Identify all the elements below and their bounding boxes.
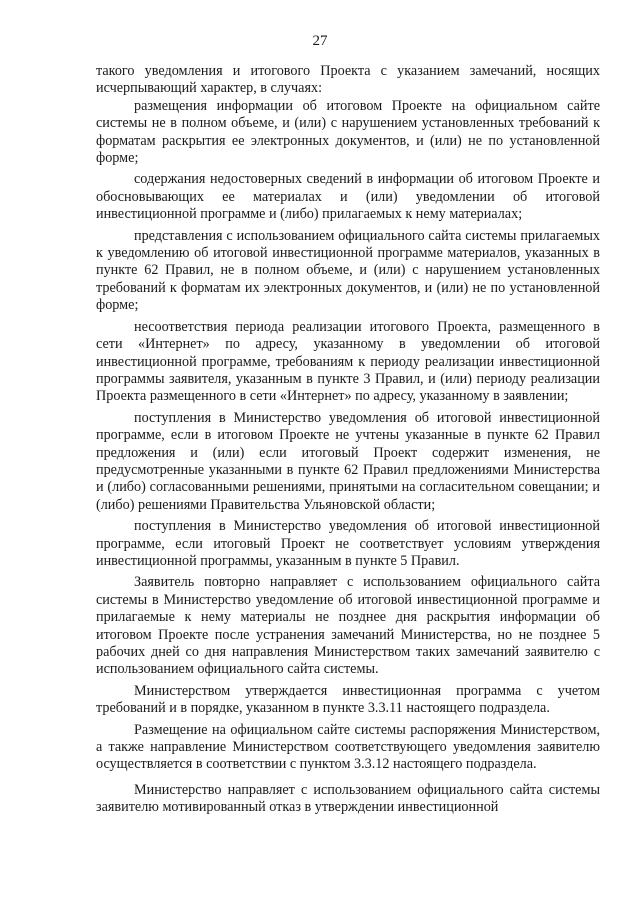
paragraph: Размещение на официальном сайте системы распоряжения Министерством, а также направление Министерством соответствующего уведомления заявителю осуществляется в соответствии с пунктом 3.3.12 настоящего подраздела. — [96, 721, 600, 773]
paragraph: Заявитель повторно направляет с использованием официального сайта системы в Министерство уведомление об итоговой инвестиционной программе и прилагаемые к нему материалы не позднее дня раскрытия информации об итоговом Проекте после устранения замечаний Министерства, но не позднее 5 рабочих дней со дня направления Министерством таких замечаний заявителю с использованием официального сайта системы. — [96, 574, 600, 678]
paragraph: такого уведомления и итогового Проекта с указанием замечаний, носящих исчерпывающий характер, в случаях: — [96, 63, 600, 97]
paragraph: Министерство направляет с использованием официального сайта системы заявителю мотивированный отказ в утверждении инвестиционной — [96, 781, 600, 816]
document-body — [96, 63, 600, 817]
paragraph: несоответствия периода реализации итогового Проекта, размещенного в сети «Интернет» по адресу, указанному в уведомлении об итоговой инвестиционной программе, требованиям к периоду реализации инвестиционной программы заявителя, указанным в пункте 3 Правил, и (или) периоду реализации Проекта размещенного в сети «Интернет» по адресу, указанному в заявлении; — [96, 318, 600, 405]
paragraph: представления с использованием официального сайта системы прилагаемых к уведомлению об итоговой инвестиционной программе материалов, указанных в пункте 62 Правил, не в полном объеме, и (или) с нарушением установленных требований к форматам их электронных документов, и (или) не по установленной форме; — [96, 227, 600, 314]
paragraph: поступления в Министерство уведомления об итоговой инвестиционной программе, если в итоговом Проекте не учтены указанные в пункте 62 Правил предложения и (или) если итоговый Проект содержит изменения, не предусмотренные указанными в пункте 62 Правил предложениями Министерства и (либо) согласованными решениями, принятыми на согласительном совещании; и (либо) решениями Правительства Ульяновской области; — [96, 409, 600, 513]
paragraph: Министерством утверждается инвестиционная программа с учетом требований и в порядке, указанном в пункте 3.3.11 настоящего подраздела. — [96, 682, 600, 717]
paragraph: содержания недостоверных сведений в информации об итоговом Проекте и обосновывающих ее материалах и (или) уведомлении об итоговой инвестиционной программе и (либо) прилагаемых к нему материалах; — [96, 171, 600, 223]
page-number: 27 — [312, 33, 328, 49]
paragraph: размещения информации об итоговом Проекте на официальном сайте системы не в полном объеме, и (или) с нарушением установленных требований к форматам раскрытия ее электронных документов, и (или) не по установленной форме; — [96, 97, 600, 167]
paragraph: поступления в Министерство уведомления об итоговой инвестиционной программе, если итоговый Проект не соответствует условиям утверждения инвестиционной программы, указанным в пункте 5 Правил. — [96, 518, 600, 569]
